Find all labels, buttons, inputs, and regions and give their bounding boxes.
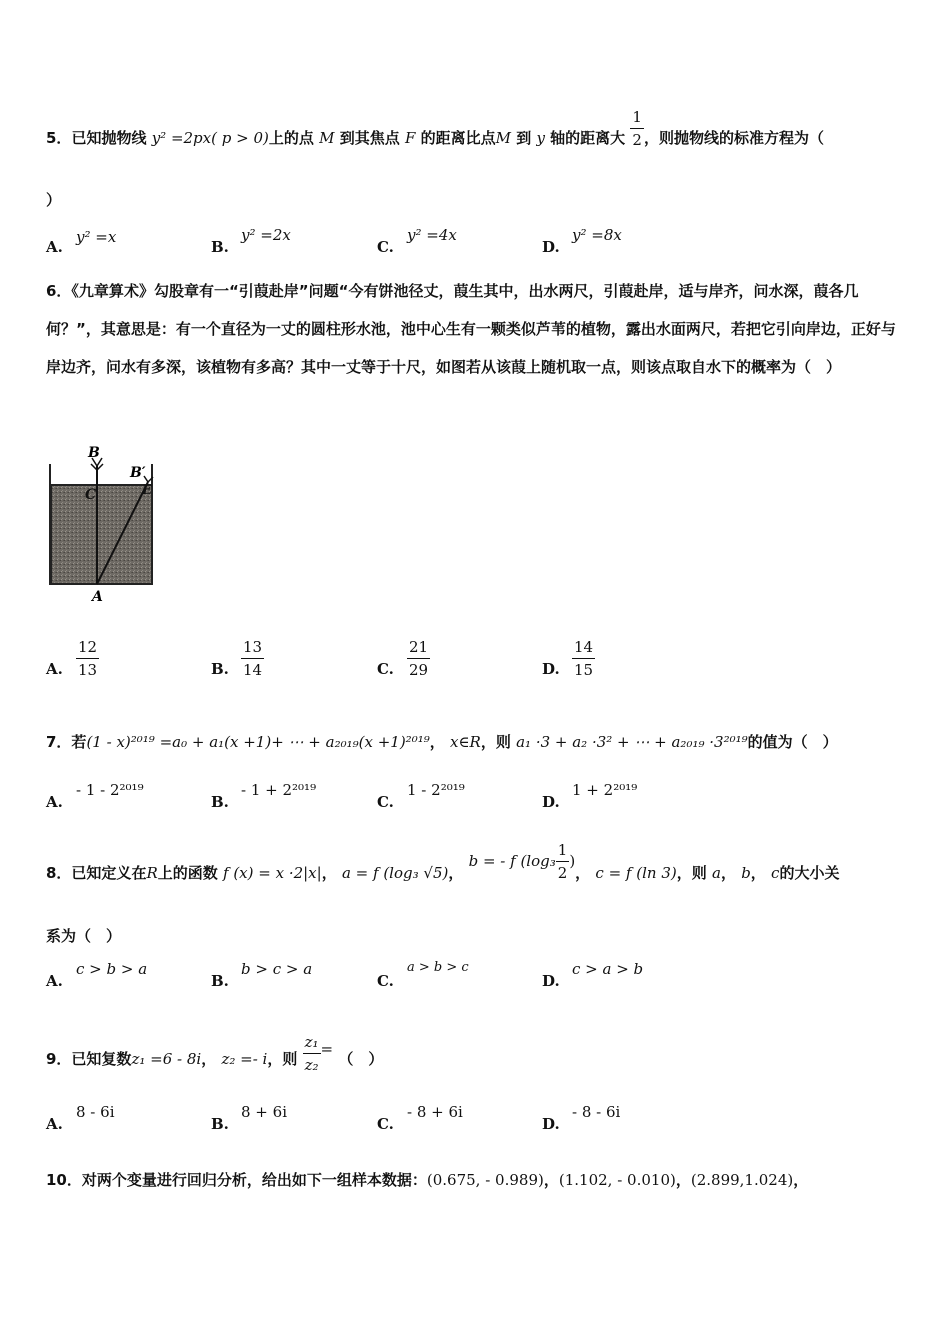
option-label: D.	[542, 238, 560, 256]
q9-z1: z₁ =6 - 8i	[131, 1050, 202, 1068]
q7-sum-expr: a₁ ·3 + a₂ ·3² + ⋯ + a₂₀₁₉ ·3²⁰¹⁹	[516, 733, 748, 751]
q8-text: 系为（ ）	[46, 927, 122, 945]
option-value: y² =2x	[241, 226, 291, 244]
option-label: A.	[46, 660, 63, 678]
question-8	[46, 841, 910, 884]
q5-number: 5．	[46, 129, 72, 147]
q8-b-close: )	[569, 852, 576, 870]
q9-z2: z₂ =- i	[221, 1050, 268, 1068]
q10-sample-2: (1.102, - 0.010)	[558, 1171, 676, 1189]
question-9	[46, 1033, 910, 1076]
q5-text: 上的点	[268, 129, 314, 147]
q7-text: 的值为（ ）	[747, 733, 838, 751]
option-value: 8 - 6i	[76, 1103, 115, 1121]
q7-expansion-eq: (1 - x)²⁰¹⁹ =a₀ + a₁(x +1)+ ⋯ + a₂₀₁₉(x +1)²⁰¹⁹	[86, 733, 430, 751]
frac-den: z₂	[304, 1056, 319, 1074]
option-label: B.	[211, 793, 229, 811]
q8-function: f (x) = x ·2|x|	[223, 864, 322, 882]
q5-text: 的距离比点	[420, 129, 496, 147]
option-label: C.	[377, 1115, 394, 1133]
option-fraction	[572, 636, 595, 681]
q5-var: M	[319, 129, 335, 147]
q8-text: ，	[321, 864, 337, 882]
q5-var: F	[404, 129, 416, 147]
frac-den: 2	[632, 131, 642, 149]
q8-b-fraction	[556, 839, 570, 884]
label-a: A	[92, 589, 103, 605]
option-value: - 1 - 2²⁰¹⁹	[76, 781, 144, 799]
q5-text: ，则抛物线的标准方程为（	[643, 129, 824, 147]
q8-var: R	[146, 864, 158, 882]
q8-text: 8．已知定义在	[46, 864, 147, 882]
option-label: A.	[46, 238, 63, 256]
option-label: C.	[377, 793, 394, 811]
option-label: D.	[542, 660, 560, 678]
q8-c-def: c = f (ln 3)	[595, 864, 677, 882]
frac-den: 13	[78, 661, 98, 679]
frac-num: 21	[407, 636, 430, 659]
q8-var: b	[741, 864, 751, 882]
water-body	[51, 485, 152, 584]
label-e: E	[142, 483, 152, 498]
q9-text: ，则	[267, 1050, 298, 1068]
option-value: c > b > a	[76, 960, 148, 978]
q5-var: M	[495, 129, 511, 147]
q7-text: 7．若	[46, 733, 87, 751]
option-label: D.	[542, 1115, 560, 1133]
option-value: c > a > b	[572, 960, 644, 978]
label-b: B	[88, 445, 100, 461]
q10-sample-1: (0.675, - 0.989)	[426, 1171, 544, 1189]
option-fraction	[76, 636, 99, 681]
q5-text: 已知抛物线	[71, 129, 147, 147]
q8-text: ，则	[676, 864, 707, 882]
q8-continuation	[46, 925, 910, 947]
frac-num: 1	[630, 106, 644, 129]
q5-text: ）	[46, 191, 62, 209]
q5-var: y	[536, 129, 545, 147]
q10-sep: ，	[793, 1171, 809, 1189]
option-label: C.	[377, 238, 394, 256]
question-5	[46, 108, 910, 151]
option-value: b > c > a	[241, 960, 313, 978]
label-c: C	[85, 487, 97, 503]
option-value: 8 + 6i	[241, 1103, 287, 1121]
option-fraction	[241, 636, 264, 681]
q8-a-def: a = f (log₃ √5)	[341, 864, 449, 882]
option-value: y² =4x	[407, 226, 457, 244]
frac-den: 14	[243, 661, 263, 679]
question-7	[46, 731, 910, 753]
label-b-prime: B′	[130, 465, 146, 481]
q5-parabola-eq: y² =2px( p > 0)	[151, 129, 269, 147]
frac-num: 14	[572, 636, 595, 659]
q8-text: 上的函数	[157, 864, 218, 882]
option-value: a > b > c	[407, 960, 469, 975]
q10-text: 10．对两个变量进行回归分析，给出如下一组样本数据：	[46, 1171, 427, 1189]
q9-fraction	[303, 1031, 321, 1076]
frac-den: 15	[574, 661, 594, 679]
q8-b-def: b = - f (log₃	[468, 852, 556, 870]
q8-text: ，	[575, 864, 591, 882]
q10-sep: ，	[675, 1171, 691, 1189]
option-label: B.	[211, 660, 229, 678]
option-label: A.	[46, 972, 63, 990]
q6-figure	[40, 444, 170, 606]
frac-den: 2	[557, 864, 568, 882]
q8-text: ，	[750, 864, 766, 882]
option-fraction	[407, 636, 430, 681]
option-value: - 8 - 6i	[572, 1103, 621, 1121]
question-6: 6．《九章算术》勾股章有一“引葭赴岸”问题“今有饼池径丈，葭生其中，出水两尺，引葭赴岸，适与岸齐，问水深，葭各几何？”，其意思是：有一个直径为一丈的圆柱形水池，池中心生有一颗类似芦苇的植物，露出水面两尺，若把它引向岸边，正好与岸边齐，问水有多深，该植物有多高？其中一丈等于十尺，如图若从该葭上随机取一点，则该点取自水下的概率为（ ）	[46, 282, 896, 376]
frac-num: z₁	[303, 1031, 321, 1054]
q8-text: 的大小关	[779, 864, 840, 882]
q8-var: c	[771, 864, 780, 882]
q8-text: ，	[720, 864, 736, 882]
option-label: A.	[46, 1115, 63, 1133]
frac-num: 12	[76, 636, 99, 659]
q5-text: 到	[516, 129, 532, 147]
option-label: D.	[542, 972, 560, 990]
q5-text: 到其焦点	[339, 129, 400, 147]
option-value: - 8 + 6i	[407, 1103, 463, 1121]
option-label: B.	[211, 972, 229, 990]
frac-num: 13	[241, 636, 264, 659]
q9-text: 9．已知复数	[46, 1050, 132, 1068]
question-10	[46, 1169, 910, 1191]
q9-text: ，	[201, 1050, 217, 1068]
option-value: y² =x	[76, 228, 117, 246]
q7-domain: x∈R	[449, 733, 481, 751]
option-value: y² =8x	[572, 226, 622, 244]
q7-text: ，	[429, 733, 445, 751]
q8-text: ，	[448, 864, 464, 882]
q8-var: a	[711, 864, 721, 882]
q5-close-paren	[46, 189, 910, 211]
option-value: - 1 + 2²⁰¹⁹	[241, 781, 317, 799]
option-label: C.	[377, 972, 394, 990]
frac-den: 29	[409, 661, 429, 679]
q9-equals: =	[320, 1040, 334, 1058]
option-label: C.	[377, 660, 394, 678]
q5-fraction	[630, 106, 644, 151]
q5-text: 轴的距离大	[550, 129, 626, 147]
option-label: A.	[46, 793, 63, 811]
option-label: B.	[211, 238, 229, 256]
option-value: 1 + 2²⁰¹⁹	[572, 781, 638, 799]
option-label: B.	[211, 1115, 229, 1133]
q9-text: （ ）	[338, 1050, 384, 1068]
q7-text: ，则	[480, 733, 511, 751]
option-label: D.	[542, 793, 560, 811]
q10-sep: ，	[543, 1171, 559, 1189]
option-value: 1 - 2²⁰¹⁹	[407, 781, 465, 799]
q10-sample-3: (2.899,1.024)	[690, 1171, 794, 1189]
frac-num: 1	[556, 839, 570, 862]
